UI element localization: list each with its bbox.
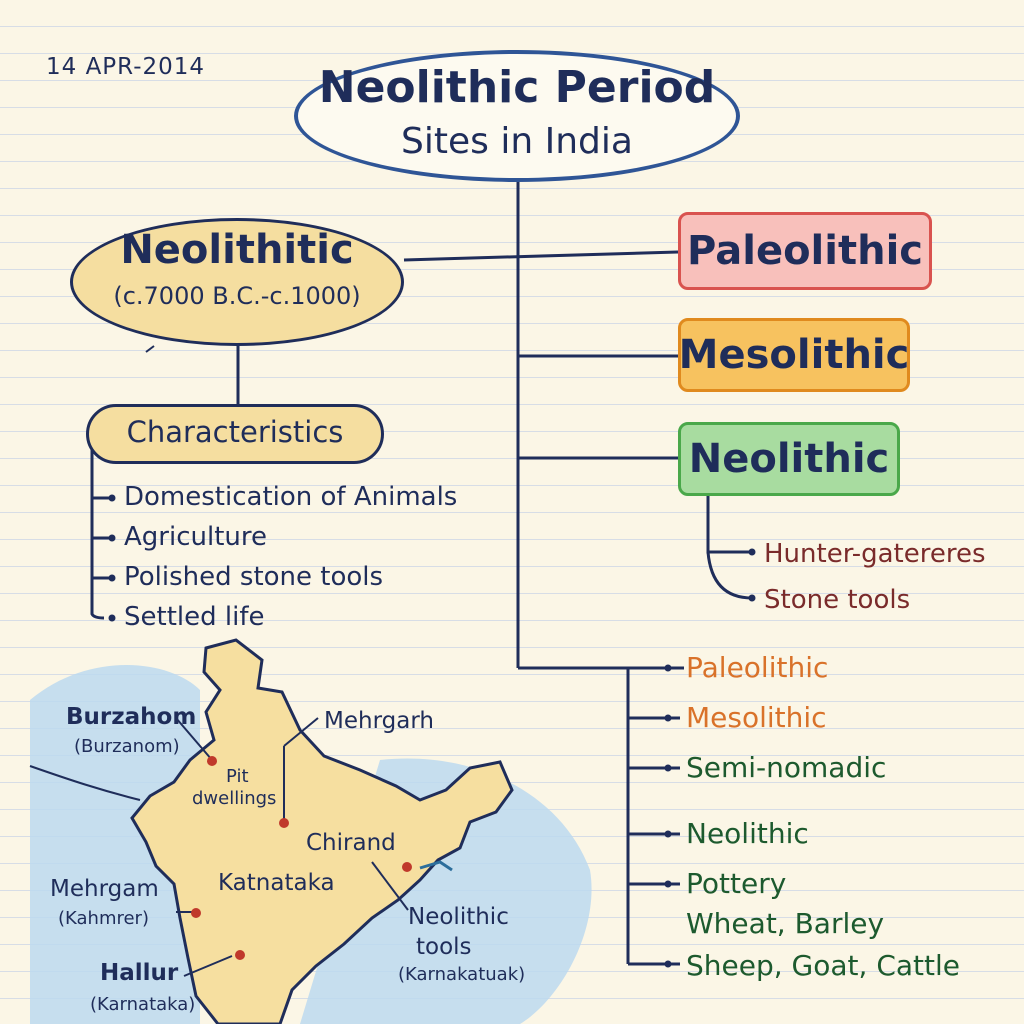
mesolithic-box: Mesolithic	[678, 318, 910, 392]
neolithitic-dates: (c.7000 B.C.-c.1000)	[113, 282, 361, 310]
note-date: 14 APR-2014	[46, 54, 206, 80]
char-item-settled-life: Settled life	[124, 602, 265, 632]
map-label-kahmrer: (Kahmrer)	[58, 908, 149, 929]
site-dot-burzahom	[207, 756, 217, 766]
map-label-burzahom: Burzahom	[66, 704, 197, 730]
map-label-tools: tools	[416, 934, 472, 960]
neolithic-sub-hunter: Hunter-gatereres	[764, 539, 986, 569]
map-label-hallur: Hallur	[100, 960, 179, 986]
map-label-neolithic: Neolithic	[408, 904, 509, 930]
neolithic-box: Neolithic	[678, 422, 900, 496]
map-label-mehrgam: Mehrgam	[50, 876, 159, 902]
map-label-mehrgarh: Mehrgarh	[324, 708, 434, 734]
site-dot-chirand	[402, 862, 412, 872]
map-label-burzanom: (Burzanom)	[74, 736, 180, 757]
neolithic-sub-stone-tools: Stone tools	[764, 585, 911, 615]
char-item-domestication: Domestication of Animals	[124, 482, 458, 512]
page-subtitle: Sites in India	[401, 121, 633, 162]
list-item-sheep-goat-cattle: Sheep, Goat, Cattle	[686, 949, 960, 982]
map-label-pit: Pit	[226, 766, 249, 787]
characteristics-label: Characteristics	[126, 415, 344, 449]
map-label-dwellings: dwellings	[192, 788, 277, 809]
list-item-semi-nomadic: Semi-nomadic	[686, 751, 887, 784]
list-item-pottery: Pottery	[686, 867, 787, 900]
map-label-katnataka: Katnataka	[218, 870, 335, 896]
neolithitic-title: Neolithitic	[120, 227, 354, 273]
list-item-mesolithic: Mesolithic	[686, 701, 827, 734]
site-dot-mehrgarh	[279, 818, 289, 828]
paleolithic-box: Paleolithic	[678, 212, 932, 290]
list-item-neolithic: Neolithic	[686, 817, 809, 850]
map-label-karnakatuak: (Karnakatuak)	[398, 964, 526, 985]
site-dot-mehrgam	[191, 908, 201, 918]
map-label-chirand: Chirand	[306, 830, 396, 856]
list-item-paleolithic: Paleolithic	[686, 651, 829, 684]
list-item-wheat-barley: Wheat, Barley	[686, 907, 885, 940]
page-title: Neolithic Period	[318, 62, 716, 113]
char-item-agriculture: Agriculture	[124, 522, 267, 552]
char-item-polished-tools: Polished stone tools	[124, 562, 384, 592]
map-label-hallur-karnataka: (Karnataka)	[90, 994, 196, 1015]
site-dot-hallur	[235, 950, 245, 960]
